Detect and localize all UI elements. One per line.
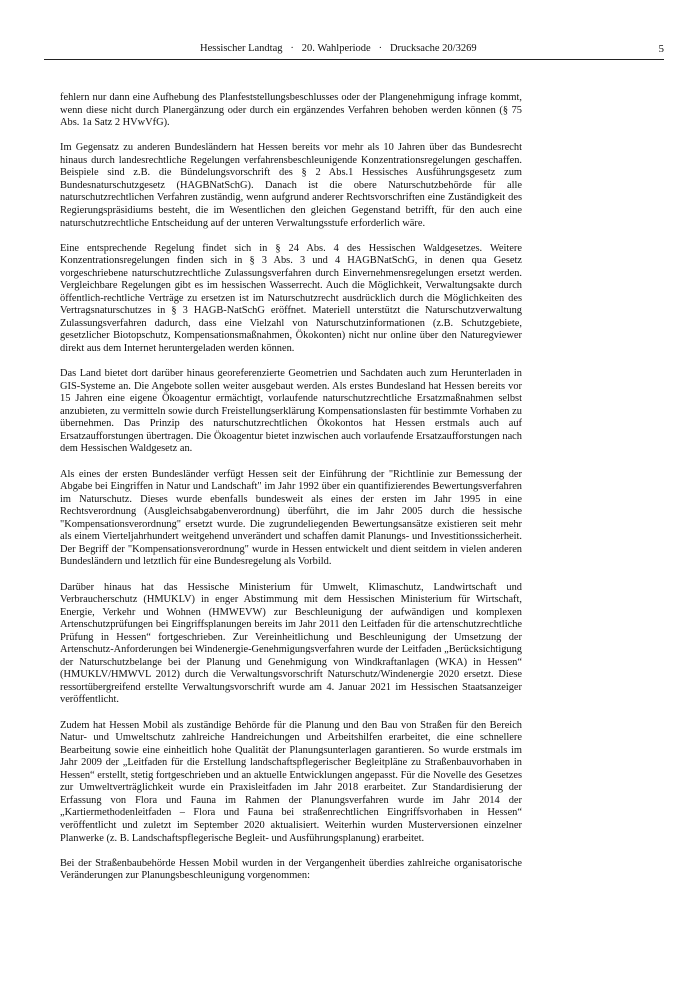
paragraph: Das Land bietet dort darüber hinaus georeferenzierte Geometrien und Sachdaten auch zum Herunterladen in GIS-Systeme an. Die Angebote sollen weiter ausgebaut werden. Als erstes Bundesland hat Hessen bereits vor 15 Jahren eine eigene Ökoagentur ermächtigt, vorlaufende naturschutzrechtliche Ersatzmaßnahmen selbst anzubieten, zu vermitteln sowie durch Freistellungserklärung Kompensationslasten für bestimmte Vorhaben zu übernehmen. Das Prinzip des naturschutzrechtlichen Ökokontos hat Hessen erstmals auch auf Ersatzaufforstungen übertragen. Die Ökoagentur bietet inzwischen auch vorlaufende Ersatzaufforstungen nach dem Hessischen Waldgesetz an. [60,368,522,455]
header-doc-number: Drucksache 20/3269 [389,43,477,54]
header-journal: Hessischer Landtag [200,43,283,54]
page-number: 5 [658,43,664,55]
paragraph: Eine entsprechende Regelung findet sich in § 24 Abs. 4 des Hessischen Waldgesetzes. Weitere Konzentrationsregelungen finden sich in § 3 Abs. 3 und 4 HAGBNatSchG, in denen qua Gesetz vorgeschriebene naturschutzrechtliche Zulassungsverfahren durch Einvernehmensregelungen ersetzt werden. Vergleichbare Regelungen gibt es im hessischen Wasserrecht. Auch die Möglichkeit, Verwaltungsakte durch öffentlich-rechtliche Verträge zu ersetzen ist im Naturschutzrecht ausdrücklich durch die Möglichkeiten des Vertragsnaturschutzes in § 3 HAGB-NatSchG eröffnet. Materiell unterstützt die Naturschutzverwaltung Zulassungsverfahren dadurch, dass eine Vielzahl von Naturschutzinformationen (z.B. Schutzgebiete, gesetzlicher Biotopschutz, Kompensationsmaßnahmen, Ökokonten) nicht nur online über den Naturegviewer direkt aus dem Internet heruntergeladen werden können. [60,242,522,355]
header-rule [44,59,664,60]
paragraph: Als eines der ersten Bundesländer verfügt Hessen seit der Einführung der "Richtlinie zur Bemessung der Abgabe bei Eingriffen in Natur und Landschaft" im Jahr 1992 über ein quantifizierendes Bewertungsverfahren im Naturschutz. Dieses wurde ebenfalls bundesweit als eines der ersten im Jahr 1995 in eine Rechtsverordnung (Ausgleichsabgabenverordnung) überführt, die im Jahr 2005 durch die hessische "Kompensationsverordnung" ersetzt wurde. Die zugrundeliegenden Bewertungsansätze existieren seit mehr als einem Vierteljahrhundert weitgehend unverändert und schaffen damit Planungs- und Investitionssicherheit. Der Begriff der "Kompensationsverordnung" wurde in Hessen entwickelt und dient seitdem in vielen anderen Bundesländern und letztlich für eine Bundesregelung als Vorbild. [60,468,522,568]
paragraph: Bei der Straßenbaubehörde Hessen Mobil wurden in der Vergangenheit überdies zahlreiche organisatorische Veränderungen zur Planungsbeschleunigung vorgenommen: [60,857,522,882]
body-text [60,92,522,895]
paragraph: fehlern nur dann eine Aufhebung des Planfeststellungsbeschlusses oder der Plangenehmigung infrage kommt, wenn diese nicht durch Planergänzung oder durch ein ergänzendes Verfahren behoben werden können (§ 75 Abs. 1a Satz 2 HVwVfG). [60,92,522,129]
page-header [200,40,664,58]
paragraph: Im Gegensatz zu anderen Bundesländern hat Hessen bereits vor mehr als 10 Jahren über das Bundesrecht hinaus durch landesrechtliche Regelungen verfahrensbeschleunigende Konzentrationsregelungen geschaffen. Beispiele sind z.B. die Bündelungsvorschrift des § 2 Abs.1 Hessisches Ausführungsgesetz zum Bundesnaturschutzgesetz (HAGBNatSchG). Danach ist die obere Naturschutzbehörde für alle naturschutzrechtlichen Verfahren zuständig, wenn aufgrund anderer Rechtsvorschriften eine Zuständigkeit des Regierungspräsidiums besteht, die im Wesentlichen den gleichen Gegenstand betrifft, für den auch eine naturschutzrechtliche Entscheidung auf der unteren Verwaltungsstufe erforderlich wäre. [60,142,522,229]
paragraph: Darüber hinaus hat das Hessische Ministerium für Umwelt, Klimaschutz, Landwirtschaft und Verbraucherschutz (HMUKLV) in enger Abstimmung mit dem Hessischen Ministerium für Wirtschaft, Energie, Verkehr und Wohnen (HMWEVW) zur Beschleunigung der aufwändigen und komplexen Artenschutzprüfungen bei Eingriffsplanungen bereits im Jahr 2011 den Leitfaden für die artenschutzrechtliche Prüfung in Hessen“ fortgeschrieben. Zur Vereinheitlichung und Beschleunigung der Umsetzung der Artenschutz-Anforderungen bei Windenergie-Genehmigungsverfahren wurde der Leitfaden „Berücksichtigung der Naturschutzbelange bei der Planung und Genehmigung von Windkraftanlagen (WKA) in Hessen“ (HMUKLV/HMWVL 2012) durch die Verwaltungsvorschrift Naturschutz/Windenergie 2020 ersetzt. Diese ressortübergreifend erstellte Verwaltungsvorschrift wurde am 4. Januar 2021 im Hessischen Staatsanzeiger veröffentlicht. [60,581,522,706]
header-citation [200,40,477,58]
header-separator: · [290,43,294,54]
paragraph: Zudem hat Hessen Mobil als zuständige Behörde für die Planung und den Bau von Straßen für den Bereich Natur- und Umweltschutz zahlreiche Handreichungen und Arbeitshilfen erarbeitet, die eine schnellere Bearbeitung sowie eine einheitlich hohe Qualität der Planungsunterlagen garantieren. So wurde erstmals im Jahr 2009 der „Leitfaden für die Erstellung landschaftspflegerischer Begleitpläne zu Straßenbauvorhaben in Hessen“ erstellt, stetig fortgeschrieben und an aktuelle Entwicklungen angepasst. Für die Novelle des Gesetzes zur Umweltverträglichkeit wurde ein Praxisleitfaden im Jahr 2018 erarbeitet. Zur Standardisierung der Erfassung von Flora und Fauna im Rahmen der Planungsverfahren wurde im Jahr 2014 der „Kartiermethodenleitfaden – Flora und Fauna bei straßenrechtlichen Eingriffsvorhaben in Hessen“ veröffentlicht und zuletzt im September 2020 aktualisiert. Weiterhin wurden Musterversionen einzelner Planwerke (z. B. Landschaftspflegerische Begleit- und Ausführungsplanung) erarbeitet. [60,719,522,844]
header-period: 20. Wahlperiode [301,43,371,54]
header-separator: · [378,43,383,54]
